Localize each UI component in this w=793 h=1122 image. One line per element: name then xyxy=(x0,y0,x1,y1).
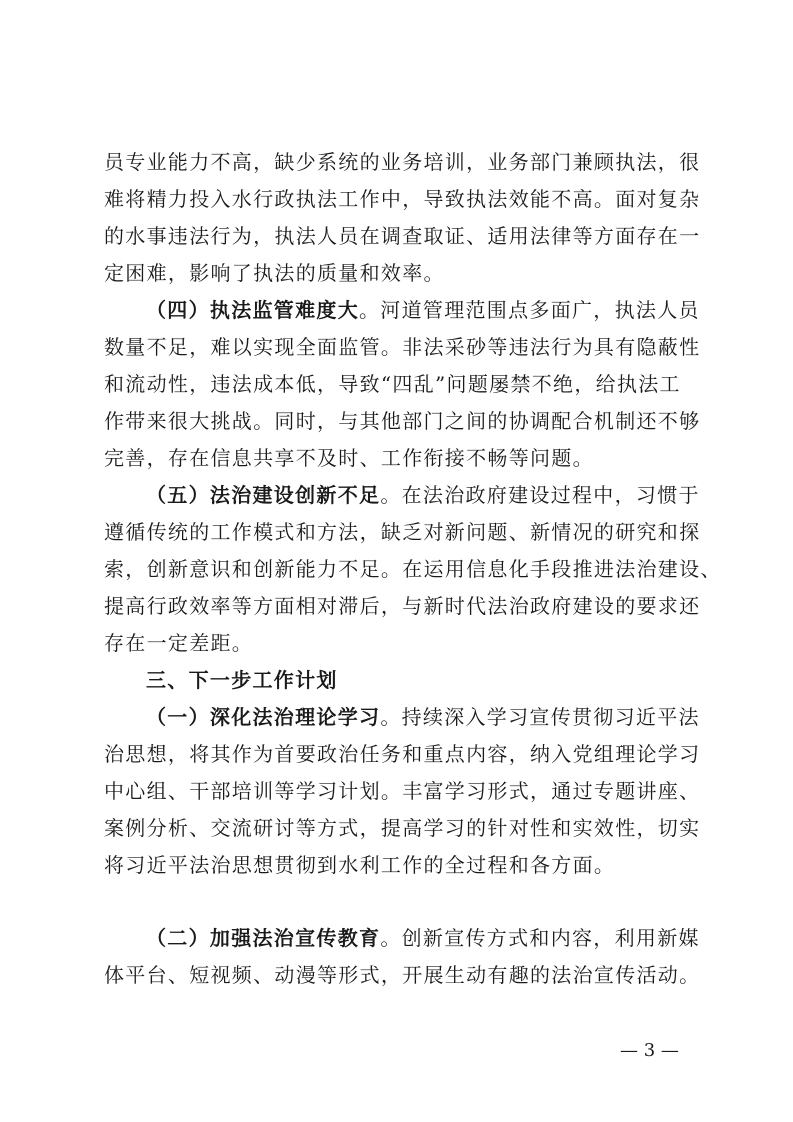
section-heading: 三、下一步工作计划 xyxy=(146,668,338,692)
paragraph-line: 数量不足，难以实现全面监管。非法采砂等违法行为具有隐蔽性 xyxy=(104,335,701,359)
subheading-lead: （一）深化法治理论学习 xyxy=(146,705,381,729)
paragraph-line: 索，创新意识和创新能力不足。在运用信息化手段推进法治建设、 xyxy=(104,557,722,581)
paragraph-line: 将习近平法治思想贯彻到水利工作的全过程和各方面。 xyxy=(104,853,616,877)
paragraph-line: 治思想，将其作为首要政治任务和重点内容，纳入党组理论学习 xyxy=(104,742,701,766)
paragraph-line: 遵循传统的工作模式和方法，缺乏对新问题、新情况的研究和探 xyxy=(104,520,701,544)
paragraph-text: 。在法治政府建设过程中，习惯于 xyxy=(380,483,700,507)
subheading-lead: （五）法治建设创新不足 xyxy=(146,483,381,507)
paragraph-text: 。河道管理范围点多面广，执法人员 xyxy=(359,298,700,322)
subheading-lead: （四）执法监管难度大 xyxy=(146,298,359,322)
paragraph-line: 完善，存在信息共享不及时、工作衔接不畅等问题。 xyxy=(104,446,594,470)
paragraph-line: 案例分析、交流研讨等方式，提高学习的针对性和实效性，切实 xyxy=(104,816,701,840)
paragraph-first-line xyxy=(146,294,746,326)
paragraph-line: 体平台、短视频、动漫等形式，开展生动有趣的法治宣传活动。 xyxy=(104,963,701,987)
paragraph-text: 。持续深入学习宣传贯彻习近平法 xyxy=(380,705,700,729)
paragraph-first-line xyxy=(146,479,746,511)
paragraph-line: 定困难，影响了执法的质量和效率。 xyxy=(104,261,445,285)
paragraph-text: 。创新宣传方式和内容，利用新媒 xyxy=(380,926,700,950)
paragraph-first-line xyxy=(146,922,746,954)
paragraph-line: 难将精力投入水行政执法工作中，导致执法效能不高。面对复杂 xyxy=(104,187,701,211)
paragraph-line: 中心组、干部培训等学习计划。丰富学习形式，通过专题讲座、 xyxy=(104,779,701,803)
paragraph-first-line xyxy=(146,701,746,733)
paragraph-line: 存在一定差距。 xyxy=(104,631,254,655)
paragraph-line: 和流动性，违法成本低，导致“四乱”问题屡禁不绝，给执法工 xyxy=(104,372,681,396)
paragraph-line: 员专业能力不高，缺少系统的业务培训，业务部门兼顾执法，很 xyxy=(104,150,701,174)
subheading-lead: （二）加强法治宣传教育 xyxy=(146,926,381,950)
paragraph-line: 作带来很大挑战。同时，与其他部门之间的协调配合机制还不够 xyxy=(104,409,701,433)
paragraph-line: 提高行政效率等方面相对滞后，与新时代法治政府建设的要求还 xyxy=(104,594,701,618)
paragraph-line: 的水事违法行为，执法人员在调查取证、适用法律等方面存在一 xyxy=(104,224,701,248)
page-number: — 3 — xyxy=(620,1040,679,1061)
